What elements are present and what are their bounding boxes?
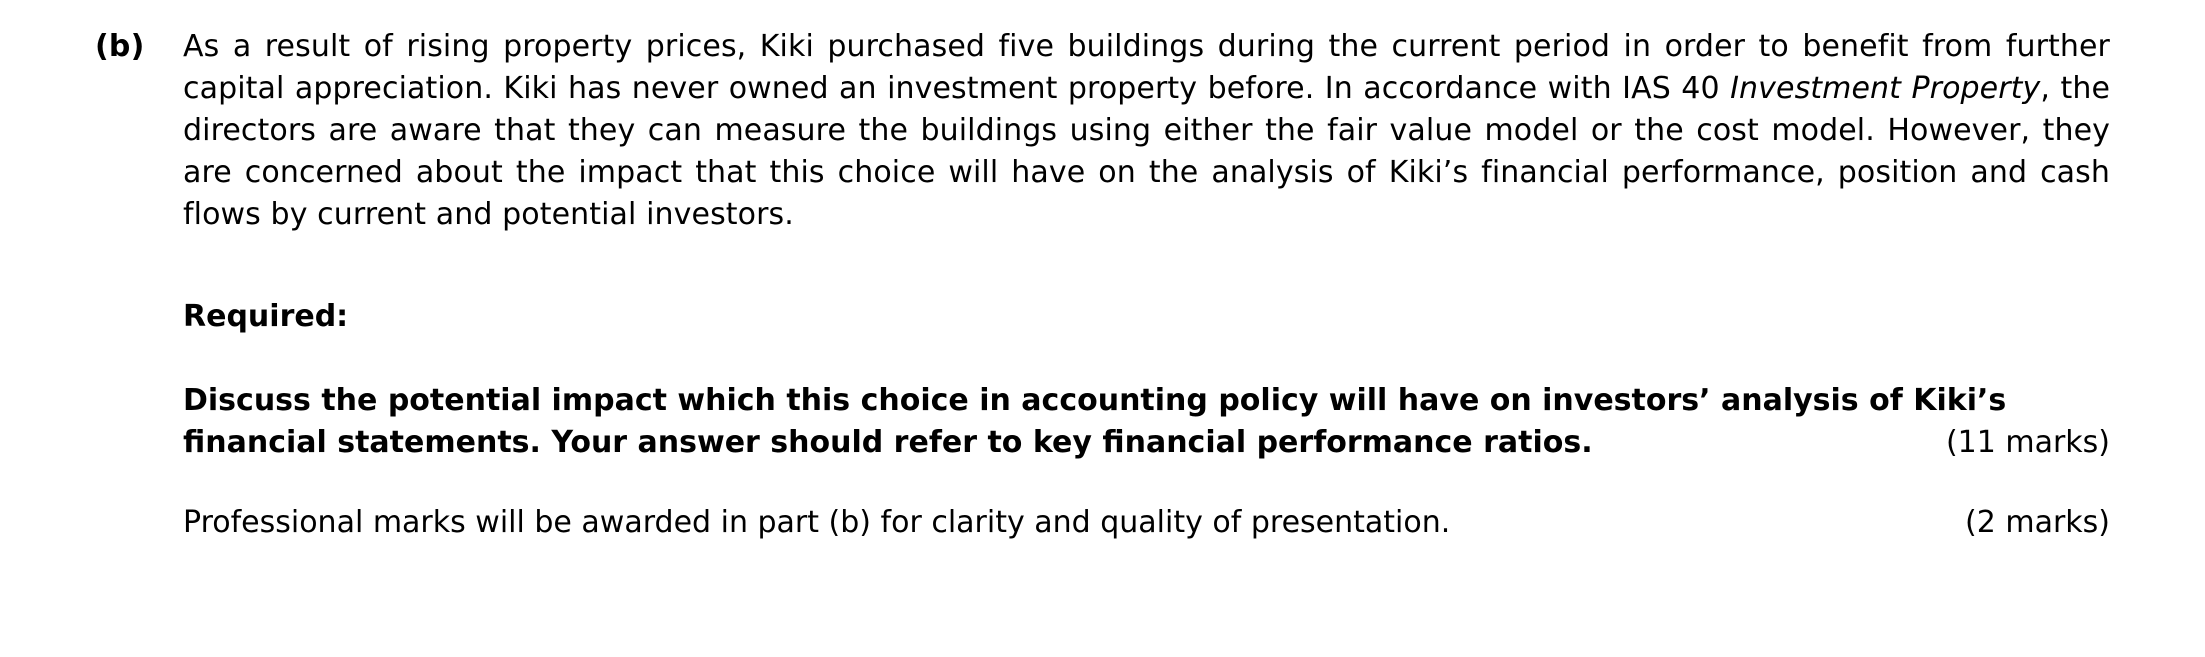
requirement-line-2-wrapper [183,422,2110,464]
requirement-marks: (11 marks) [1945,425,2110,460]
scenario-paragraph [183,26,2110,236]
professional-marks-text: Professional marks will be awarded in part (b) for clarity and quality of presentation. [183,505,1451,540]
question-part-b [95,26,2110,544]
requirement-line-2: financial statements. Your answer should refer to key financial performance ratios. [183,425,1593,460]
standard-title-italic: Investment Property [1730,71,2041,106]
professional-marks-value: (2 marks) [1965,505,2110,540]
professional-marks-line [183,502,2110,544]
requirement-line-1: Discuss the potential impact which this choice in accounting policy will have on investors’ analysis of Kiki’s [183,383,2007,418]
requirement-statement [183,380,2110,464]
part-body [183,26,2110,544]
part-label: (b) [95,29,145,64]
required-heading: Required: [183,299,349,334]
scenario-text-1: As a result of rising property prices, Kiki purchased five buildings during the current period in order to benefit from further capital appreciation. Kiki has never owned an investment property before. In accordance with IAS 40 [183,29,2110,106]
scenario-text-2: , the directors are aware that they can measure the buildings using either the fair value model or the cost model. However, they are concerned about the impact that this choice will have on the analysis of Kiki’s financial performance, position and cash flows by current and potential investors. [183,71,2110,232]
